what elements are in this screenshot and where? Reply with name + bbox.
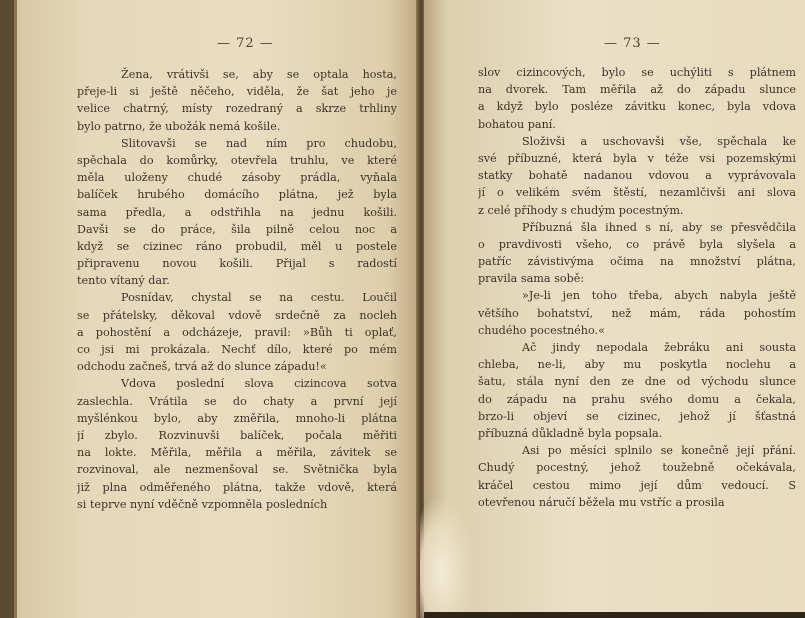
text-line: do západu na prahu svého domu a čekala, xyxy=(478,392,796,406)
text-line: o pravdivosti všeho, co právě byla slyšela a xyxy=(478,237,796,251)
text-line: chleba, ne-li, aby mu poskytla noclehu a xyxy=(478,358,796,372)
text-line: Ač jindy nepodala žebráku ani sousta xyxy=(522,341,796,354)
text-line: slov cizincových, bylo se uchýliti s plátnem xyxy=(478,66,796,79)
right-page-text xyxy=(478,64,796,511)
text-line: z celé příhody s chudým pocestným. xyxy=(478,203,684,217)
text-line: sama předla, a odstřihla na jednu košili. xyxy=(77,205,397,219)
text-line: na dvorek. Tam měřila až do západu slunce xyxy=(478,83,796,97)
text-line: balíček hrubého domácího plátna, jež byla xyxy=(77,188,397,202)
page-number-73: — 73 — xyxy=(604,36,661,51)
text-line: otevřenou náručí běžela mu vstříc a prosila xyxy=(478,495,725,509)
paper-stain xyxy=(420,500,472,618)
text-line: přeje-li si ještě něčeho, viděla, že šat jeho je xyxy=(77,85,397,99)
text-line: Asi po měsíci splnilo se konečně její přání. xyxy=(522,444,796,458)
text-line: na lokte. Měřila, měřila a měřila, závitek se xyxy=(77,446,397,460)
text-line: odchodu začneš, trvá až do slunce západu!« xyxy=(77,360,327,374)
text-line: když se cizinec ráno probudil, měl u postele xyxy=(77,239,397,253)
text-line: připravenu novou košili. Přijal s radostí xyxy=(77,257,397,271)
text-line: bylo patrno, že ubožák nemá košile. xyxy=(77,119,281,133)
text-line: jí o velikém svém štěstí, nezamlčivši ani slova xyxy=(478,186,796,200)
text-line: a pohostění a odcházeje, pravil: »Bůh ti oplať, xyxy=(77,325,397,339)
text-line: zaslechla. Vrátila se do chaty a první její xyxy=(77,394,397,408)
left-page-text xyxy=(77,66,397,513)
text-line: Posnídav, chystal se na cestu. Loučil xyxy=(121,291,397,305)
text-line: brzo-li objeví se cizinec, jehož jí šťastná xyxy=(478,409,796,423)
right-page xyxy=(424,0,805,618)
text-line: se přátelsky, děkoval vdově srdečně za nocleh xyxy=(77,308,397,322)
text-line: velice chatrný, místy rozedraný a skrze trhliny xyxy=(77,102,397,116)
text-line: rozvinoval, ale nezmenšoval se. Světnička byla xyxy=(77,463,397,477)
text-line: Chudý pocestný, jehož toužebně očekávala, xyxy=(478,461,796,475)
text-line: tento vítaný dar. xyxy=(77,274,170,288)
text-line: si teprve nyní vděčně vzpomněla posledních xyxy=(77,497,328,511)
text-line: »Je-li jen toho třeba, abych nabyla ještě xyxy=(522,289,796,303)
text-line: většího bohatství, než mám, ráda pohostím xyxy=(478,306,796,320)
left-page xyxy=(14,0,421,618)
text-line: jí zbylo. Rozvinuvši balíček, počala měřiti xyxy=(77,428,397,442)
text-line: Složivši a uschovavši vše, spěchala ke xyxy=(522,134,796,148)
text-line: pravila sama sobě: xyxy=(478,272,585,286)
text-line: kráčel cestou mimo její dům vedoucí. S xyxy=(478,478,796,492)
text-line: statky bohatě nadanou vdovou a vyprávovala xyxy=(478,169,796,183)
page-bottom-edge xyxy=(424,612,805,618)
text-line: Vdova poslední slova cizincova sotva xyxy=(121,377,397,391)
text-line: patříc závistivýma očima na množství plátna, xyxy=(478,255,796,269)
text-line: měla uloženy chudé zásoby prádla, vyňala xyxy=(77,171,397,185)
text-line: příbuzná důkladně byla popsala. xyxy=(478,426,663,440)
text-line: své příbuzné, která byla v téže vsi pozemskými xyxy=(478,151,796,165)
text-line: již plna odměřeného plátna, takže vdově, která xyxy=(77,480,397,494)
page-number-72: — 72 — xyxy=(217,36,274,51)
text-line: šatu, stála nyní den ze dne od východu slunce xyxy=(478,375,796,389)
text-line: co jsi mi prokázala. Nechť dílo, které po mém xyxy=(77,343,397,356)
text-line: bohatou paní. xyxy=(478,117,556,131)
text-line: myšlénkou bylo, aby změřila, mnoho-li plátna xyxy=(77,411,397,425)
text-line: Příbuzná šla ihned s ní, aby se přesvědčila xyxy=(522,220,796,234)
text-line: Davši se do práce, šila pilně celou noc a xyxy=(77,222,397,236)
text-line: chudého pocestného.« xyxy=(478,323,605,337)
text-line: a když bylo posléze závitku konec, byla vdova xyxy=(478,100,796,114)
text-line: Žena, vrátivši se, aby se optala hosta, xyxy=(121,68,397,81)
text-line: Slitovavši se nad ním pro chudobu, xyxy=(121,136,397,150)
text-line: spěchala do komůrky, otevřela truhlu, ve které xyxy=(77,153,397,167)
